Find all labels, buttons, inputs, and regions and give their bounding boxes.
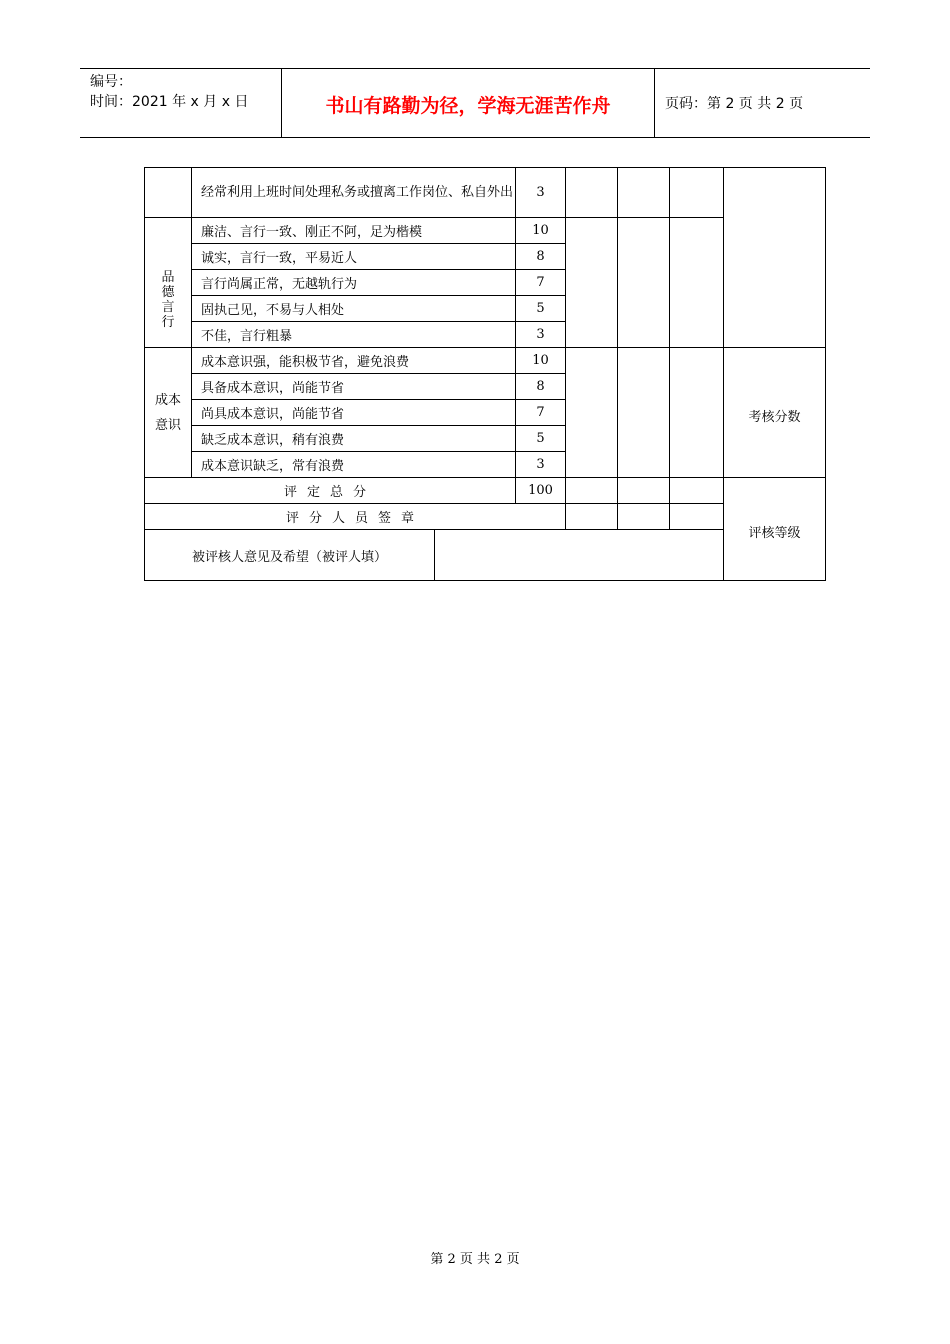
criterion-cell: 不佳，言行粗暴 [192, 322, 516, 348]
rating-cell[interactable] [618, 168, 670, 218]
score-cell: 5 [516, 426, 566, 452]
score-cell: 10 [516, 218, 566, 244]
total-score-label: 评定总分 [145, 478, 516, 504]
category-cell [145, 168, 192, 218]
rating-cell[interactable] [670, 478, 724, 504]
criterion-cell: 具备成本意识，尚能节省 [192, 374, 516, 400]
opinion-label: 被评核人意见及希望（被评人填） [145, 530, 435, 580]
score-cell: 8 [516, 374, 566, 400]
table-row [145, 218, 826, 244]
criterion-cell: 固执己见，不易与人相处 [192, 296, 516, 322]
document-number: 编号： [90, 74, 132, 90]
right-column-cell [724, 168, 826, 348]
signature-row [145, 504, 826, 530]
total-row [145, 478, 826, 504]
document-date: 时间：2021 年 x 月 x 日 [90, 94, 249, 110]
document-header [80, 68, 870, 138]
signature-cell[interactable] [618, 504, 670, 530]
signature-label: 评分人员签章 [145, 504, 566, 530]
opinion-wrapper [145, 530, 826, 581]
category-label-morality: 品德言行 [161, 269, 175, 330]
criterion-cell: 廉洁、言行一致、刚正不阿，足为楷模 [192, 218, 516, 244]
criterion-cell: 诚实，言行一致，平易近人 [192, 244, 516, 270]
total-score-value: 100 [516, 478, 566, 504]
criterion-cell: 成本意识强，能积极节省，避免浪费 [192, 348, 516, 374]
category-label-cost-line2: 意识 [154, 417, 181, 433]
category-cell [145, 348, 192, 478]
score-cell: 7 [516, 270, 566, 296]
grade-label: 评核等级 [724, 478, 826, 581]
criterion-cell: 经常利用上班时间处理私务或擅离工作岗位、私自外出 [192, 168, 516, 218]
evaluation-table [144, 167, 826, 581]
rating-cell[interactable] [618, 218, 670, 348]
score-cell: 3 [516, 168, 566, 218]
header-motto: 书山有路勤为径，学海无涯苦作舟 [325, 95, 611, 117]
rating-cell[interactable] [670, 218, 724, 348]
rating-cell[interactable] [566, 168, 618, 218]
table-row [145, 348, 826, 374]
score-cell: 3 [516, 322, 566, 348]
rating-cell[interactable] [566, 348, 618, 478]
criterion-cell: 成本意识缺乏，常有浪费 [192, 452, 516, 478]
score-cell: 8 [516, 244, 566, 270]
signature-cell[interactable] [670, 504, 724, 530]
rating-cell[interactable] [670, 168, 724, 218]
rating-cell[interactable] [618, 348, 670, 478]
signature-cell[interactable] [566, 504, 618, 530]
criterion-cell: 言行尚属正常，无越轨行为 [192, 270, 516, 296]
score-cell: 5 [516, 296, 566, 322]
rating-cell[interactable] [566, 218, 618, 348]
table-row [145, 168, 826, 218]
rating-cell[interactable] [566, 478, 618, 504]
criterion-cell: 缺乏成本意识，稍有浪费 [192, 426, 516, 452]
assessment-score-label: 考核分数 [724, 348, 826, 478]
rating-cell[interactable] [618, 478, 670, 504]
score-cell: 3 [516, 452, 566, 478]
header-meta [90, 72, 248, 112]
opinion-input-area[interactable] [435, 530, 825, 580]
opinion-row [145, 530, 826, 581]
header-page-number: 页码：第 2 页 共 2 页 [665, 96, 804, 112]
category-cell [145, 218, 192, 348]
score-cell: 7 [516, 400, 566, 426]
criterion-cell: 尚具成本意识，尚能节省 [192, 400, 516, 426]
rating-cell[interactable] [670, 348, 724, 478]
page-footer: 第 2 页 共 2 页 [430, 1252, 520, 1267]
score-cell: 10 [516, 348, 566, 374]
category-label-cost-line1: 成本 [154, 392, 181, 408]
